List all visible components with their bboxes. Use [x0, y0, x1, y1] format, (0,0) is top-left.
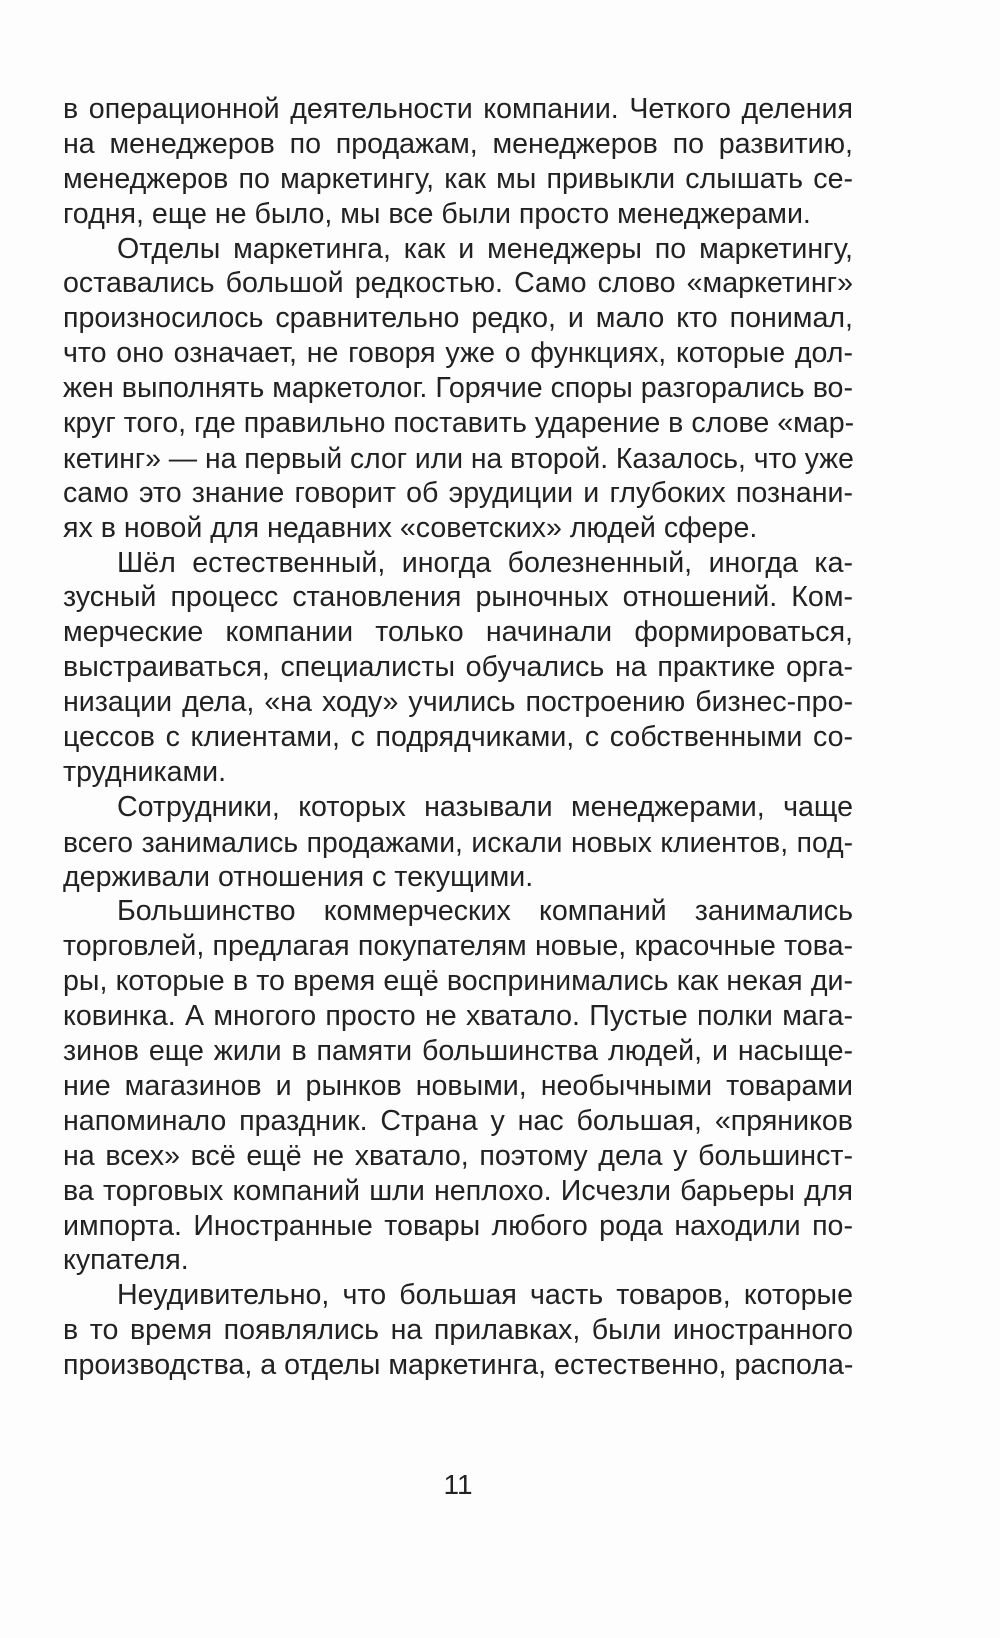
text-line: зинов еще жили в памяти большинства людей, и насыще- — [63, 1035, 853, 1068]
text-line: держивали отношения с текущими. — [63, 860, 534, 893]
text-line: ры, которые в то время ещё воспринимались как некая ди- — [63, 965, 853, 998]
text-line: ние магазинов и рынков новыми, необычными товарами — [63, 1069, 853, 1102]
text-line: производства, а отделы маркетинга, естественно, распола- — [63, 1349, 854, 1382]
body-text — [63, 92, 853, 1383]
text-line: на всех» всё ещё не хватало, поэтому дела у большинст- — [63, 1139, 853, 1172]
text-line: всего занимались продажами, искали новых клиентов, под- — [63, 825, 853, 858]
text-line: в операционной деятельности компании. Четкого деления — [63, 93, 853, 125]
text-line: менеджеров по маркетингу, как мы привыкли слышать се- — [63, 162, 853, 195]
text-line: годня, еще не было, мы все были просто менеджерами. — [63, 197, 811, 230]
text-line: ва торговых компаний шли неплохо. Исчезли барьеры для — [63, 1174, 853, 1207]
text-line: зусный процесс становления рыночных отношений. Ком- — [63, 581, 853, 614]
text-line: произносилось сравнительно редко, и мало кто понимал, — [63, 302, 853, 335]
text-line: в то время появлялись на прилавках, были иностранного — [63, 1314, 853, 1347]
text-line: ях в новой для недавних «советских» людей сфере. — [63, 511, 758, 544]
text-line: торговлей, предлагая покупателям новые, красочные това- — [63, 930, 853, 963]
text-line: мерческие компании только начинали формироваться, — [63, 616, 853, 649]
text-line: цессов с клиентами, с подрядчиками, с собственными со- — [63, 721, 853, 754]
text-line: импорта. Иностранные товары любого рода находили по- — [63, 1209, 853, 1242]
text-line: Отделы маркетинга, как и менеджеры по маркетингу, — [117, 232, 853, 265]
text-line: круг того, где правильно поставить ударение в слове «мар- — [63, 407, 855, 440]
text-line: оставались большой редкостью. Само слово «маркетинг» — [63, 267, 853, 300]
text-line: ковинка. А многого просто не хватало. Пустые полки мага- — [63, 1000, 853, 1033]
text-line: на менеджеров по продажам, менеджеров по развитию, — [63, 127, 853, 160]
text-line: Неудивительно, что большая часть товаров, которые — [117, 1279, 853, 1312]
text-line: напоминало праздник. Страна у нас большая, «пряников — [63, 1104, 853, 1137]
text-line: низации дела, «на ходу» учились построению бизнес-про- — [63, 686, 853, 719]
text-line: жен выполнять маркетолог. Горячие споры разгорались во- — [63, 372, 853, 405]
text-line: само это знание говорит об эрудиции и глубоких познани- — [63, 476, 853, 509]
page-number: 11 — [443, 1469, 473, 1500]
text-line: Шёл естественный, иногда болезненный, иногда ка- — [117, 546, 853, 579]
text-line: Сотрудники, которых называли менеджерами, чаще — [117, 790, 853, 823]
text-line: трудниками. — [63, 755, 227, 788]
text-line: Большинство коммерческих компаний занимались — [117, 895, 853, 928]
text-line: что оно означает, не говоря уже о функциях, которые дол- — [63, 337, 853, 370]
text-line: купателя. — [63, 1244, 189, 1277]
text-line: выстраиваться, специалисты обучались на практике орга- — [63, 651, 853, 684]
text-line: кетинг» — на первый слог или на второй. Казалось, что уже — [63, 441, 854, 474]
